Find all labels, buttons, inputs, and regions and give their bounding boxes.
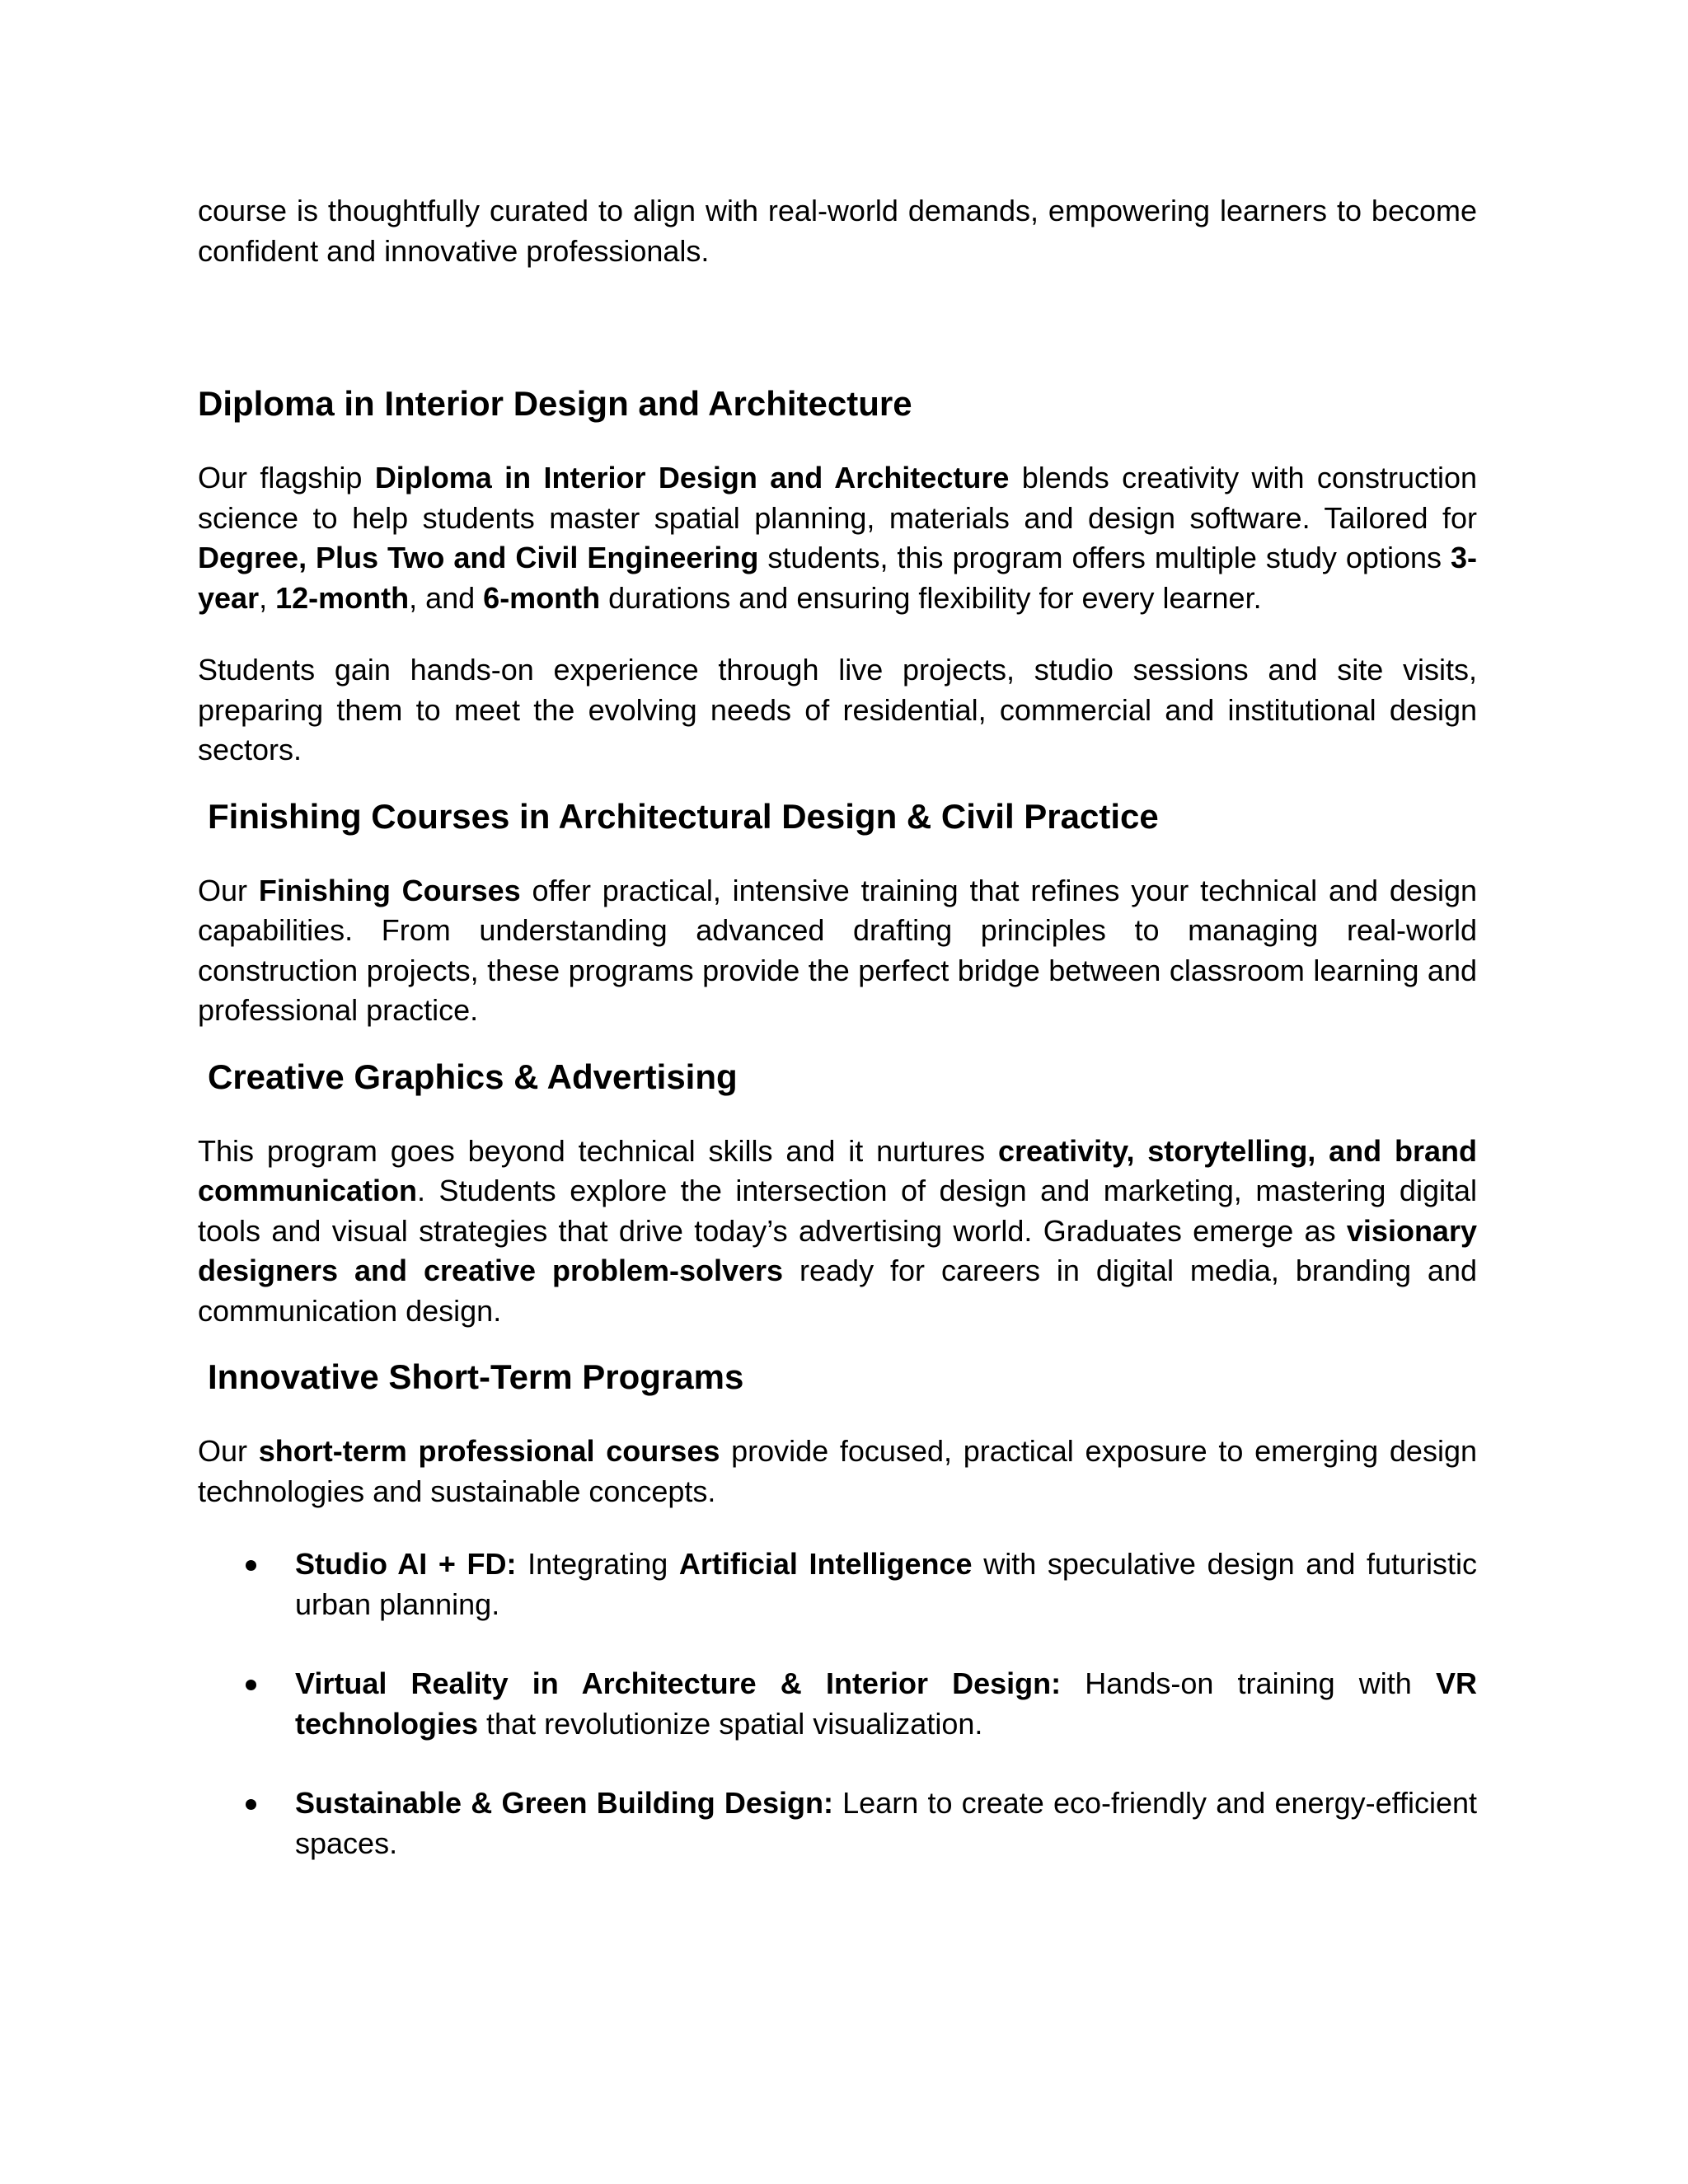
text-run: students, this program offers multiple study options (758, 541, 1451, 574)
text-run: Hands-on training with (1061, 1666, 1436, 1700)
item-title: Virtual Reality in Architecture & Interior Design: (295, 1666, 1062, 1700)
text-run: with speculative design and futuristic urban planning. (295, 1547, 1477, 1621)
list-item (295, 1664, 1477, 1744)
intro-paragraph: course is thoughtfully curated to align with real-world demands, empowering learners to become confident and innovative professionals. (198, 194, 1477, 268)
text-run: that revolutionize spatial visualization. (478, 1706, 983, 1741)
bullet-icon (246, 1560, 256, 1571)
text-run: durations and ensuring flexibility for every learner. (600, 580, 1262, 615)
text-run: , and (409, 580, 484, 615)
bold-run: Diploma in Interior Design and Architecture (374, 461, 1010, 494)
text-run: Our flagship (198, 461, 375, 494)
text-run: Learn to create eco-friendly and energy-efficient spaces. (295, 1786, 1477, 1860)
text-run: , (259, 580, 276, 615)
shortterm-paragraph (198, 1432, 1477, 1511)
text-run: Our (198, 1434, 259, 1468)
diploma-paragraph-2: Students gain hands-on experience through live projects, studio sessions and site visits, preparing them to meet the evolving needs of residential, commercial and institutional design sectors. (198, 653, 1477, 766)
text-run: offer practical, intensive training that refines your technical and design capabilities. From understanding advanced drafting principles to managing real-world construction projects, these programs provide the perfect bridge between classroom learning and professional practice. (198, 873, 1477, 1027)
bold-run: short-term professional courses (258, 1434, 720, 1468)
list-item (295, 1544, 1477, 1624)
document-page (198, 191, 1477, 1903)
bullet-icon (246, 1799, 256, 1810)
bold-run: Finishing Courses (258, 873, 521, 907)
program-list (198, 1544, 1477, 1863)
item-title: Sustainable & Green Building Design: (295, 1786, 833, 1820)
text-run: blends creativity with construction science to help students master spatial planning, materials and design software. Tailored for (198, 461, 1478, 535)
list-item (295, 1783, 1477, 1863)
bold-run: Artificial Intelligence (678, 1547, 973, 1581)
bullet-icon (246, 1680, 256, 1690)
item-title: Studio AI + FD: (295, 1547, 517, 1581)
graphics-heading: Creative Graphics & Advertising (208, 1057, 738, 1096)
finishing-heading: Finishing Courses in Architectural Design & Civil Practice (208, 796, 1159, 836)
text-run: Integrating (516, 1547, 679, 1581)
shortterm-heading: Innovative Short-Term Programs (208, 1357, 744, 1396)
bold-run: 12-month (275, 580, 410, 615)
bold-run: creativity, storytelling, and brand communication (198, 1133, 1477, 1207)
text-run: . Students explore the intersection of design and marketing, mastering digital tools and visual strategies that drive today’s advertising world. Graduates emerge as (198, 1174, 1477, 1248)
diploma-paragraph-1 (198, 458, 1477, 618)
diploma-heading: Diploma in Interior Design and Architecture (198, 384, 912, 423)
text-run: provide focused, practical exposure to emerging design technologies and sustainable concepts. (198, 1434, 1477, 1508)
finishing-paragraph (198, 871, 1477, 1031)
text-run: Our (198, 873, 259, 907)
bold-run: VR technologies (295, 1666, 1477, 1741)
bold-run: visionary designers and creative problem-solvers (198, 1213, 1477, 1287)
bold-run: 3-year (198, 541, 1477, 615)
graphics-paragraph (198, 1132, 1477, 1332)
text-run: This program goes beyond technical skills and it nurtures (198, 1133, 999, 1168)
text-run: ready for careers in digital media, branding and communication design. (198, 1254, 1477, 1328)
bold-run: 6-month (483, 580, 601, 615)
bold-run: Degree, Plus Two and Civil Engineering (198, 541, 759, 574)
